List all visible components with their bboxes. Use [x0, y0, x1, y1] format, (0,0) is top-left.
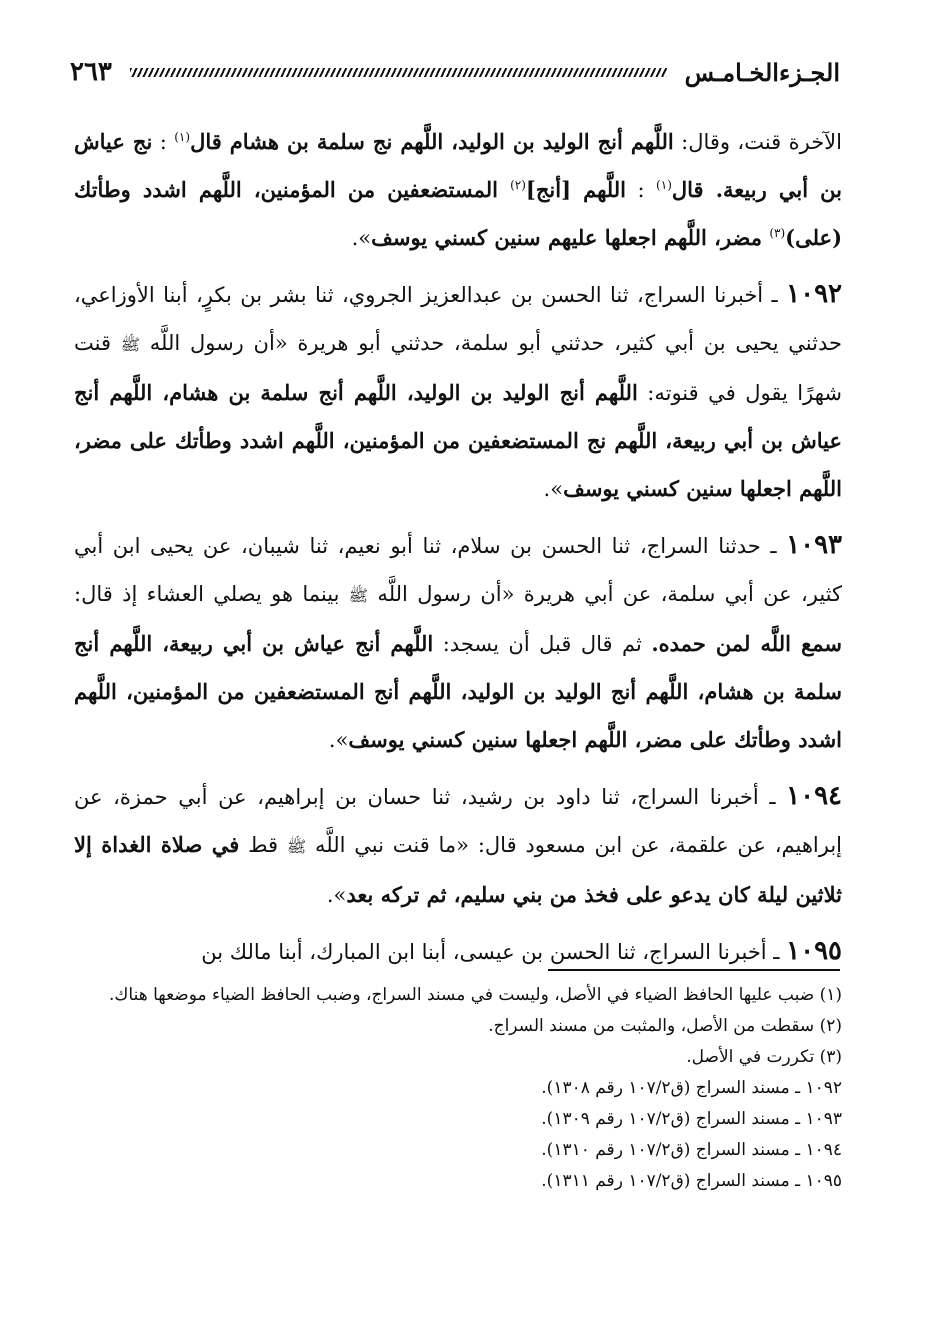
text-run: ». — [351, 226, 372, 250]
footnote-marker: (٢) — [510, 178, 526, 192]
reference-1094: ١٠٩٤ ـ مسند السراج (ق١٠٧/٢ رقم ١٣١٠). — [541, 1140, 842, 1160]
text-run: قال — [671, 177, 716, 202]
footnote-2: (٢) سقطت من الأصل، والمثبت من مسند السراج. — [488, 1016, 842, 1036]
text-run: الآخرة قنت، وقال: — [673, 130, 842, 154]
matn-text: في صلاة الغداة إلا ثلاثين ليلة كان يدعو على فخذ من بني سليم، ثم تركه بعد — [74, 832, 842, 907]
footnote-1: (١) ضبب عليها الحافظ الضياء في الأصل، وليست في مسند السراج، وضبب الحافظ الضياء موضعها هناك. — [108, 985, 842, 1005]
supplication-text: اللَّهم أنج الوليد بن الوليد، اللَّهم نج سلمة بن هشام — [229, 129, 674, 154]
isnad-text: ـ حدثنا السراج، ثنا الحسن بن سلام، ثنا أبو نعيم، ثنا شيبان، عن يحيى ابن أبي كثير، عن أبي سلمة، عن أبي هريرة «أن رسول اللَّه — [74, 534, 843, 606]
page-header — [70, 52, 840, 92]
salutation-glyph: ﷺ — [120, 335, 141, 354]
text-run: قط — [239, 833, 287, 857]
supplication-text: اللَّهم [أنج] — [525, 177, 626, 202]
hadith-number: ١٠٩٤ — [786, 781, 842, 811]
text-run: : — [152, 130, 175, 154]
text-run: : — [625, 178, 657, 202]
salutation-glyph: ﷺ — [348, 586, 369, 605]
reference-1092: ١٠٩٢ ـ مسند السراج (ق١٠٧/٢ رقم ١٣٠٨). — [541, 1078, 842, 1098]
footnote-3: (٣) تكررت في الأصل. — [686, 1047, 842, 1067]
main-text — [74, 118, 842, 984]
hadith-number: ١٠٩٢ — [786, 279, 842, 309]
header-rule — [130, 68, 667, 77]
footnote-marker: (١) — [174, 130, 191, 144]
footnote-marker: (٣) — [769, 226, 786, 240]
text-run: ». — [543, 477, 564, 501]
text-run: بينما هو يصلي العشاء إذ قال: — [74, 582, 349, 606]
isnad-text: ـ أخبرنا السراج، ثنا الحسن بن عيسى، أبنا ابن المبارك، أبنا مالك بن — [201, 940, 787, 964]
supplication-text: مضر، اللَّهم اجعلها عليهم سنين كسني يوسف — [371, 225, 770, 250]
hadith-1094 — [74, 772, 842, 919]
hadith-1092 — [74, 270, 842, 513]
footnotes — [74, 980, 842, 1197]
supplication-text: نج عياش بن أبي ربيعة. — [74, 129, 842, 202]
supplication-text: اللَّهم أنج عياش بن أبي ربيعة، اللَّهم أنج سلمة بن هشام، اللَّهم أنج الوليد بن الوليد، اللَّهم أنج المستضعفين من المؤمنين، اللَّهم اشدد وطأتك على مضر، اللَّهم اجعلها سنين كسني يوسف — [74, 631, 842, 752]
text-run: قنت شهرًا يقول في قنوته: — [74, 331, 842, 405]
reference-1095: ١٠٩٥ ـ مسند السراج (ق١٠٧/٢ رقم ١٣١١). — [541, 1171, 842, 1191]
text-run: ». — [326, 883, 347, 907]
running-head: الجـزءالخـامـس — [684, 57, 840, 87]
text-run: ثم قال قبل أن يسجد: — [433, 632, 652, 656]
text-run: ». — [328, 728, 349, 752]
paragraph-continuation — [74, 118, 842, 262]
supplication-text: سمع اللَّه لمن حمده. — [651, 631, 842, 656]
isnad-text: ـ أخبرنا السراج، ثنا الحسن بن عبدالعزيز الجروي، ثنا بشر بن بكرٍ، أبنا الأوزاعي، حدثني يحيى بن أبي كثير، حدثني أبو سلمة، حدثني أبو هريرة «أن رسول اللَّه — [74, 283, 842, 355]
supplication-text: المستضعفين من المؤمنين، اللَّهم اشدد وطأتك (على) — [74, 177, 842, 250]
reference-1093: ١٠٩٣ ـ مسند السراج (ق١٠٧/٢ رقم ١٣٠٩). — [541, 1109, 842, 1129]
supplication-text: اللَّهم أنج الوليد بن الوليد، اللَّهم أنج سلمة بن هشام، اللَّهم أنج عياش بن أبي ربيعة، اللَّهم نج المستضعفين من المؤمنين، اللَّهم اشدد وطأتك على مضر، اللَّهم اجعلها سنين كسني يوسف — [74, 380, 842, 501]
hadith-number: ١٠٩٣ — [786, 530, 842, 560]
page-number: ٢٦٣ — [70, 57, 112, 87]
footnote-separator — [548, 969, 840, 971]
footnote-marker: (١) — [656, 178, 672, 192]
hadith-1093 — [74, 521, 842, 764]
hadith-number: ١٠٩٥ — [786, 936, 842, 966]
isnad-text: ـ أخبرنا السراج، ثنا داود بن رشيد، ثنا حسان بن إبراهيم، عن أبي حمزة، عن إبراهيم، عن علقمة، عن ابن مسعود قال: «ما قنت نبي اللَّه — [74, 785, 842, 857]
salutation-glyph: ﷺ — [286, 837, 307, 856]
text-run: قال — [190, 129, 230, 154]
